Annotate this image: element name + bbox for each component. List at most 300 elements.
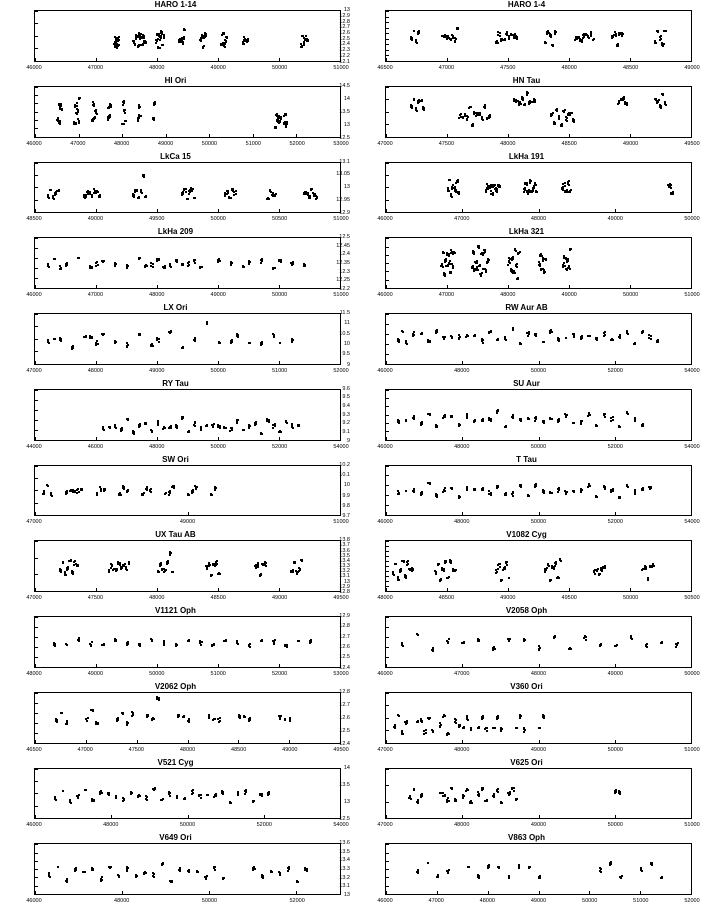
data-point (497, 338, 499, 340)
data-point (479, 264, 481, 266)
data-point (446, 801, 448, 803)
data-point (193, 197, 195, 199)
y-tick-mark (35, 466, 38, 467)
data-point (500, 801, 502, 803)
y-tick-mark (386, 112, 389, 113)
data-point (279, 342, 281, 344)
x-tick-mark (615, 437, 616, 440)
data-point (182, 43, 184, 45)
x-tick-mark (279, 285, 280, 288)
data-point (162, 798, 164, 800)
y-tick-mark (386, 39, 389, 40)
data-point (78, 122, 80, 124)
data-point (273, 267, 275, 269)
data-point (77, 257, 79, 259)
y-tick-mark (35, 617, 38, 618)
chart-panel (0, 758, 351, 834)
chart-panel (0, 682, 351, 758)
data-point (567, 258, 569, 260)
data-point (252, 869, 254, 871)
y-tick-mark (386, 546, 389, 547)
panel-title: V1121 Oph (155, 606, 196, 615)
x-tick-mark (640, 891, 641, 894)
data-point (48, 266, 50, 268)
x-tick-mark (508, 134, 509, 137)
x-tick-mark (96, 588, 97, 591)
data-point (61, 712, 63, 714)
panel-title: LX Ori (163, 303, 188, 312)
x-tick-mark (508, 285, 509, 288)
data-point (151, 343, 153, 345)
y-tick-label: 13.5 (339, 552, 350, 559)
data-point (618, 790, 620, 792)
data-point (529, 179, 531, 181)
data-point (206, 321, 208, 323)
data-point (450, 562, 452, 564)
plot-area (385, 313, 692, 365)
data-point (404, 574, 406, 576)
data-point (604, 416, 606, 418)
data-point (470, 800, 472, 802)
data-point (55, 799, 57, 801)
data-point (171, 880, 173, 882)
data-point (170, 425, 172, 427)
data-point (544, 571, 546, 573)
data-point (288, 866, 290, 868)
y-tick-mark (35, 258, 38, 259)
data-point (114, 262, 116, 264)
data-point (516, 278, 518, 280)
data-point (176, 259, 178, 261)
x-tick-label: 54000 (684, 367, 700, 374)
x-axis-ticks (26, 744, 349, 758)
y-tick-mark (35, 326, 38, 327)
y-tick-label: 13 (343, 892, 350, 898)
y-tick-label: 12.1 (339, 58, 350, 65)
data-point (186, 198, 188, 200)
y-tick-mark (386, 869, 389, 870)
data-point (147, 714, 149, 716)
data-point (479, 112, 481, 114)
data-point (520, 418, 522, 420)
y-axis-ticks (339, 537, 385, 595)
data-point (293, 562, 295, 564)
x-tick-label: 46000 (377, 519, 393, 526)
y-tick-mark (35, 200, 38, 201)
x-tick-label: 48500 (231, 746, 247, 753)
y-tick-label: 9.5 (342, 394, 350, 401)
x-tick-mark (157, 361, 158, 364)
data-point (488, 117, 490, 119)
y-tick-label: 12.5 (339, 816, 350, 823)
x-tick-label: 49000 (561, 292, 577, 298)
data-point (126, 870, 128, 872)
panel-title: HARO 1-4 (507, 0, 546, 9)
data-point (588, 37, 590, 39)
data-point (101, 333, 103, 335)
x-tick-mark (289, 740, 290, 743)
y-tick-mark (35, 574, 38, 575)
data-point (298, 570, 300, 572)
data-point (461, 116, 463, 118)
x-tick-label: 47000 (87, 292, 104, 298)
data-point (539, 875, 541, 877)
data-point (598, 574, 600, 576)
data-point (229, 197, 231, 199)
data-point (257, 562, 259, 564)
panel-title: HN Tau (512, 75, 541, 85)
data-point (413, 789, 415, 791)
x-tick-label: 49000 (622, 140, 639, 147)
data-point (301, 560, 303, 562)
data-point (218, 341, 220, 343)
data-point (455, 182, 457, 184)
data-point (48, 342, 50, 344)
data-point (249, 643, 251, 645)
x-tick-label: 51000 (245, 140, 261, 147)
data-point (477, 638, 479, 640)
x-axis-ticks (377, 895, 700, 909)
chart-panel (0, 303, 351, 379)
data-point (580, 491, 582, 493)
data-point (626, 330, 628, 332)
data-point (458, 338, 460, 340)
x-tick-label: 48500 (26, 216, 42, 223)
data-point (255, 421, 257, 423)
data-point (405, 490, 407, 492)
data-point (145, 41, 147, 43)
y-tick-mark (386, 475, 389, 476)
plot-area (385, 237, 692, 289)
data-point (219, 573, 221, 575)
data-point (507, 638, 509, 640)
data-point (279, 874, 281, 876)
y-tick-mark (35, 723, 38, 724)
data-point (150, 429, 152, 431)
y-tick-mark (386, 50, 389, 51)
y-tick-label: 12.4 (339, 41, 350, 48)
y-tick-label: 13.4 (339, 557, 350, 564)
data-point (555, 561, 557, 563)
y-tick-mark (386, 627, 389, 628)
data-point (492, 649, 494, 651)
data-point (596, 339, 598, 341)
data-point (200, 40, 202, 42)
x-tick-label: 50000 (582, 898, 598, 904)
data-point (242, 265, 244, 267)
data-point (104, 488, 106, 490)
data-point (495, 572, 497, 574)
y-tick-mark (35, 713, 38, 714)
data-point (227, 190, 229, 192)
data-point (621, 875, 623, 877)
x-tick-mark (279, 437, 280, 440)
x-tick-label: 51000 (333, 519, 349, 526)
data-point (450, 487, 452, 489)
y-tick-mark (35, 793, 38, 794)
data-point (669, 183, 671, 185)
data-point (520, 484, 522, 486)
chart-panel (342, 378, 702, 455)
data-point (397, 576, 399, 578)
y-tick-label: 13.1 (339, 158, 350, 165)
y-tick-label: 12.3 (339, 47, 350, 54)
x-tick-mark (691, 134, 692, 137)
data-point (76, 564, 78, 566)
data-point (168, 494, 170, 496)
y-tick-mark (386, 861, 389, 862)
data-point (627, 413, 629, 415)
data-point (449, 38, 451, 40)
data-point (222, 877, 224, 879)
plot-area (34, 237, 341, 289)
data-point (490, 330, 492, 332)
data-point (417, 102, 419, 104)
y-tick-mark (386, 344, 389, 345)
data-point (406, 564, 408, 566)
data-point (528, 866, 530, 868)
y-axis-ticks (0, 389, 34, 441)
data-point (157, 570, 159, 572)
data-point (469, 106, 471, 108)
y-tick-mark (386, 853, 389, 854)
data-point (596, 496, 598, 498)
data-point (165, 492, 167, 494)
data-point (76, 492, 78, 494)
x-tick-label: 51000 (333, 292, 349, 298)
data-point (649, 488, 651, 490)
y-tick-mark (35, 400, 38, 401)
y-tick-mark (35, 503, 38, 504)
y-tick-label: 10 (343, 341, 350, 348)
data-point (454, 188, 456, 190)
x-axis-ticks (377, 592, 700, 606)
data-point (592, 39, 594, 41)
data-point (497, 866, 499, 868)
data-point (516, 263, 518, 265)
data-point (295, 570, 297, 572)
data-point (538, 649, 540, 651)
data-point (211, 574, 213, 576)
data-point (427, 862, 429, 864)
x-tick-label: 49000 (607, 670, 623, 677)
y-tick-label: 12.6 (339, 714, 350, 721)
x-tick-mark (447, 588, 448, 591)
data-point (420, 718, 422, 720)
y-tick-mark (386, 785, 389, 786)
y-axis-ticks (0, 313, 34, 365)
data-point (286, 422, 288, 424)
y-tick-mark (386, 423, 389, 424)
data-point (405, 420, 407, 422)
data-point (289, 720, 291, 722)
data-point (245, 789, 247, 791)
y-tick-mark (35, 490, 38, 491)
data-point (670, 193, 672, 195)
x-tick-mark (691, 209, 692, 212)
x-tick-mark (447, 134, 448, 137)
x-tick-mark (157, 437, 158, 440)
x-tick-label: 51000 (684, 292, 700, 298)
data-point (416, 721, 418, 723)
y-tick-mark (386, 334, 389, 335)
y-tick-mark (35, 103, 38, 104)
x-tick-mark (569, 285, 570, 288)
y-tick-label: 9.6 (342, 385, 350, 392)
data-point (420, 424, 422, 426)
y-tick-label: 13.05 (336, 171, 350, 178)
data-point (451, 34, 453, 36)
x-tick-label: 54000 (684, 519, 700, 526)
data-point (66, 569, 68, 571)
data-point (437, 563, 439, 565)
x-axis-ticks (26, 62, 349, 76)
data-point (59, 265, 61, 267)
x-tick-label: 51000 (684, 822, 700, 829)
data-point (179, 870, 181, 872)
y-tick-label: 12.7 (339, 633, 350, 640)
x-tick-label: 52000 (271, 670, 288, 677)
data-point (412, 335, 414, 337)
data-point (527, 494, 529, 496)
y-tick-label: 13.2 (339, 874, 350, 881)
x-tick-mark (539, 512, 540, 515)
data-point (641, 425, 643, 427)
data-point (573, 336, 575, 338)
x-tick-label: 49500 (561, 595, 577, 601)
data-point (261, 258, 263, 260)
data-point (508, 794, 510, 796)
y-tick-mark (386, 324, 389, 325)
data-point (517, 253, 519, 255)
x-axis-ticks (26, 592, 349, 606)
x-tick-label: 48000 (114, 140, 130, 147)
y-tick-label: 12.2 (339, 286, 350, 292)
data-point (398, 341, 400, 343)
panel-title: T Tau (516, 454, 537, 464)
x-tick-mark (691, 740, 692, 743)
chart-panel (0, 227, 351, 303)
data-point (49, 876, 51, 878)
plot-area (34, 389, 341, 441)
x-tick-mark (238, 740, 239, 743)
data-point (221, 790, 223, 792)
data-point (218, 721, 220, 723)
plot-area (34, 465, 341, 517)
data-point (124, 120, 126, 122)
data-point (496, 40, 498, 42)
x-tick-label: 48000 (454, 367, 470, 374)
data-point (482, 418, 484, 420)
data-point (188, 639, 190, 641)
data-point (64, 571, 66, 573)
x-axis-ticks (377, 138, 700, 152)
data-point (242, 429, 244, 431)
data-point (657, 31, 659, 33)
data-point (514, 272, 516, 274)
data-point (557, 491, 559, 493)
x-tick-mark (462, 664, 463, 667)
data-point (660, 107, 662, 109)
data-point (116, 568, 118, 570)
x-tick-label: 49000 (684, 64, 700, 71)
data-point (208, 714, 210, 716)
data-point (499, 185, 501, 187)
y-tick-label: 13.1 (339, 883, 350, 890)
y-tick-mark (35, 647, 38, 648)
x-tick-label: 50500 (271, 216, 288, 223)
y-tick-mark (35, 11, 38, 12)
panel-title: LkHa 191 (508, 151, 545, 161)
y-tick-mark (386, 263, 389, 264)
y-tick-mark (386, 200, 389, 201)
data-point (172, 485, 174, 487)
data-point (268, 421, 270, 423)
data-point (136, 189, 138, 191)
y-tick-label: 9.5 (342, 351, 350, 358)
data-point (166, 563, 168, 565)
x-tick-label: 52000 (256, 822, 272, 829)
x-tick-label: 49000 (530, 898, 547, 904)
panel-title: LkHa 321 (508, 227, 545, 237)
y-tick-mark (386, 280, 389, 281)
y-axis-ticks (0, 10, 34, 62)
data-point (133, 196, 135, 198)
x-tick-mark (166, 134, 167, 137)
y-tick-mark (35, 278, 38, 279)
chart-panel (0, 530, 351, 606)
data-point (114, 424, 116, 426)
data-point (549, 491, 551, 493)
x-axis-ticks (377, 819, 700, 833)
data-point (275, 127, 277, 129)
x-axis-ticks (377, 744, 700, 758)
y-tick-label: 12.5 (339, 727, 350, 734)
y-tick-label: 14 (343, 764, 350, 771)
data-point (99, 793, 101, 795)
data-point (283, 115, 285, 117)
data-point (270, 871, 272, 873)
y-tick-mark (386, 505, 389, 506)
data-point (122, 104, 124, 106)
data-point (478, 726, 480, 728)
data-point (184, 797, 186, 799)
data-point (544, 41, 546, 43)
data-point (235, 190, 237, 192)
data-point (126, 346, 128, 348)
y-tick-mark (35, 853, 38, 854)
x-tick-label: 48000 (149, 292, 165, 298)
y-tick-label: 12.4 (339, 251, 350, 258)
data-point (114, 638, 116, 640)
x-tick-mark (462, 437, 463, 440)
data-point (442, 336, 444, 338)
data-point (417, 634, 419, 636)
y-tick-mark (386, 99, 389, 100)
data-point (74, 870, 76, 872)
x-tick-mark (96, 285, 97, 288)
data-point (572, 422, 574, 424)
y-tick-mark (35, 869, 38, 870)
data-point (194, 425, 196, 427)
data-point (156, 33, 158, 35)
data-point (405, 723, 407, 725)
data-point (656, 341, 658, 343)
data-point (634, 343, 636, 345)
data-point (527, 417, 529, 419)
data-point (492, 194, 494, 196)
panel-title: RY Tau (162, 378, 189, 388)
